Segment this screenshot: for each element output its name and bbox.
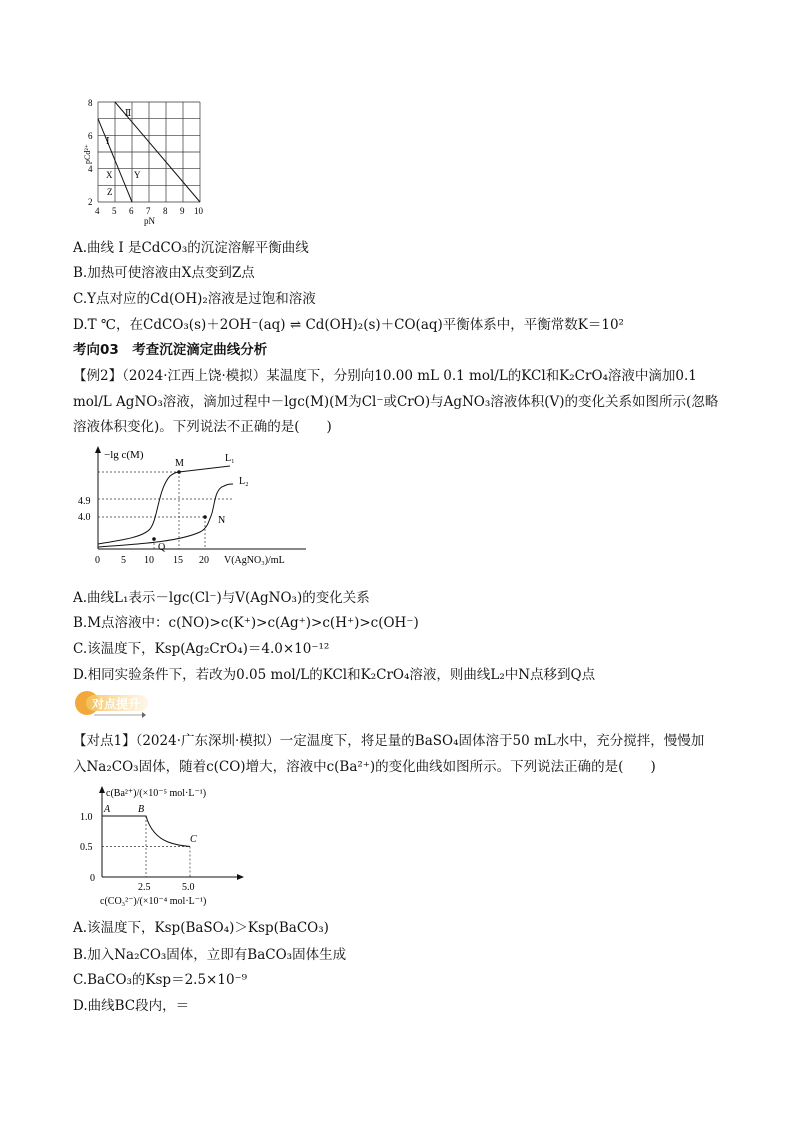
example-text: mol/L AgNO₃溶液，滴加过程中－lgc(M)(M为Cl⁻或CrO)与AgNO₃溶液体积(V)的变化关系如图所示(忽略 <box>73 394 719 410</box>
label-B: B <box>138 804 145 815</box>
option-c: C.该温度下，Ksp(Ag₂CrO₄)＝4.0×10⁻¹² <box>73 641 330 657</box>
x-tick: 0 <box>95 555 100 566</box>
example-text: 溶液体积变化)。下列说法不正确的是( ) <box>73 419 332 435</box>
option-d: D.曲线BC段内，＝ <box>73 998 190 1014</box>
practice-text: 【对点1】（2024·广东深圳·模拟）一定温度下，将足量的BaSO₄固体溶于50 mL水中，充分搅拌，慢慢加 <box>73 733 705 749</box>
label-II: Ⅱ <box>125 108 132 118</box>
label-I: Ⅰ <box>106 136 110 146</box>
y-axis-label: −lg c(M) <box>104 449 144 461</box>
y-tick: 4.9 <box>78 496 91 507</box>
label-Q: Q <box>158 542 166 553</box>
y-axis-label: c(Ba²⁺)/(×10⁻⁵ mol·L⁻¹) <box>106 788 207 799</box>
label-L2: L₂ <box>239 476 249 487</box>
label-L1: L₁ <box>225 453 235 464</box>
x-tick: 10 <box>144 555 154 566</box>
option-c: C.BaCO₃的Ksp＝2.5×10⁻⁹ <box>73 972 248 988</box>
x-axis-label: V(AgNO₃)/mL <box>224 555 285 566</box>
x-tick: 4 <box>95 206 100 216</box>
label-C: C <box>190 834 197 845</box>
label-A: A <box>104 804 111 815</box>
label-Y: Y <box>134 170 141 180</box>
section-heading: 考向03 考查沉淀滴定曲线分析 <box>73 342 268 358</box>
option-a: A.该温度下，Ksp(BaSO₄)＞Ksp(BaCO₃) <box>73 920 329 936</box>
point-Q <box>152 537 156 541</box>
badge-label: 对点提升 <box>92 697 141 711</box>
option-c: C.Y点对应的Cd(OH)₂溶液是过饱和溶液 <box>73 291 316 307</box>
x-tick: 7 <box>146 206 151 216</box>
point-N <box>203 515 207 519</box>
y-tick: 4 <box>88 164 93 174</box>
curve-L1 <box>98 466 230 544</box>
label-N: N <box>218 515 226 526</box>
option-a: A.曲线 Ⅰ 是CdCO₃的沉淀溶解平衡曲线 <box>73 240 309 256</box>
option-a: A.曲线L₁表示－lgc(Cl⁻)与V(AgNO₃)的变化关系 <box>73 590 370 606</box>
y-tick: 0 <box>90 873 95 884</box>
x-tick: 5 <box>112 206 117 216</box>
x-axis-label: c(CO₃²⁻)/(×10⁻⁴ mol·L⁻¹) <box>100 896 207 907</box>
option-d: D.相同实验条件下，若改为0.05 mol/L的KCl和K₂CrO₄溶液，则曲线L₂中N点移到Q点 <box>73 667 596 683</box>
curve-L2 <box>98 484 233 547</box>
option-b: B.M点溶液中：c(NO)>c(K⁺)>c(Ag⁺)>c(H⁺)>c(OH⁻) <box>73 615 419 631</box>
x-tick: 9 <box>180 206 185 216</box>
x-tick: 20 <box>199 555 209 566</box>
x-tick: 2.5 <box>138 882 151 893</box>
chart-cd-equilibrium <box>82 92 212 227</box>
point-M <box>177 470 181 474</box>
label-Z: Z <box>107 187 113 197</box>
option-b: B.加热可使溶液由X点变到Z点 <box>73 265 255 281</box>
x-tick: 8 <box>163 206 168 216</box>
x-tick: 15 <box>173 555 183 566</box>
practice-text: 入Na₂CO₃固体，随着c(CO)增大，溶液中c(Ba²⁺)的变化曲线如图所示。下列说法正确的是( ) <box>73 759 656 775</box>
chart-ba-concentration <box>80 782 270 910</box>
y-tick: 4.0 <box>78 512 91 523</box>
y-tick: 8 <box>88 98 93 108</box>
y-tick: 6 <box>88 131 93 141</box>
y-axis-label: pCd²⁺ <box>83 144 92 164</box>
practice-badge <box>72 688 152 722</box>
x-tick: 5.0 <box>182 882 195 893</box>
label-X: X <box>106 170 113 180</box>
label-M: M <box>175 458 184 469</box>
option-b: B.加入Na₂CO₃固体，立即有BaCO₃固体生成 <box>73 947 347 963</box>
example-text: 【例2】（2024·江西上饶·模拟）某温度下，分别向10.00 mL 0.1 mol/L的KCl和K₂CrO₄溶液中滴加0.1 <box>73 368 697 384</box>
x-tick: 10 <box>194 206 203 216</box>
x-tick: 6 <box>129 206 134 216</box>
y-tick: 0.5 <box>80 842 93 853</box>
chart-titration-curves <box>78 444 328 579</box>
x-tick: 5 <box>121 555 126 566</box>
y-tick: 2 <box>88 197 93 207</box>
option-d: D.T ℃，在CdCO₃(s)＋2OH⁻(aq) ⇌ Cd(OH)₂(s)＋CO(aq)平衡体系中，平衡常数K＝10² <box>73 317 624 333</box>
x-axis-label: pN <box>144 216 155 226</box>
y-tick: 1.0 <box>80 812 93 823</box>
